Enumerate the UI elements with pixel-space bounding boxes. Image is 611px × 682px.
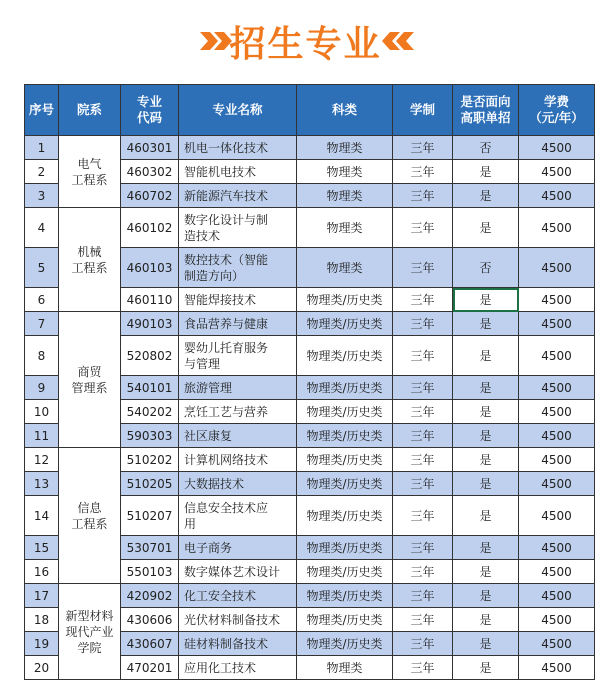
- cell-major-name: [179, 248, 297, 288]
- cell-years: 三年: [393, 184, 453, 208]
- cell-direct: 否: [453, 136, 519, 160]
- cell-code: 460702: [121, 184, 179, 208]
- cell-years: 三年: [393, 336, 453, 376]
- major-name-line: 化工安全技术: [184, 588, 257, 603]
- cell-fee: 4500: [519, 288, 595, 312]
- cell-department: [59, 448, 121, 584]
- cell-category: 物理类/历史类: [297, 288, 393, 312]
- cell-code: 540101: [121, 376, 179, 400]
- cell-code: 510202: [121, 448, 179, 472]
- major-name-line: 硅材料制备技术: [184, 636, 269, 651]
- cell-major-name: [179, 656, 297, 680]
- cell-code: 460103: [121, 248, 179, 288]
- table-row: [25, 208, 595, 248]
- cell-fee: 4500: [519, 160, 595, 184]
- cell-years: 三年: [393, 248, 453, 288]
- cell-major-name: [179, 584, 297, 608]
- header-fee: 学费 （元/年）: [519, 85, 595, 136]
- cell-fee: 4500: [519, 184, 595, 208]
- cell-fee: 4500: [519, 336, 595, 376]
- cell-major-name: [179, 288, 297, 312]
- cell-category: 物理类/历史类: [297, 472, 393, 496]
- department-name-line: 现代产业: [65, 624, 114, 639]
- cell-code: 490103: [121, 312, 179, 336]
- cell-code: 540202: [121, 400, 179, 424]
- cell-fee: 4500: [519, 424, 595, 448]
- cell-fee: 4500: [519, 656, 595, 680]
- cell-fee: 4500: [519, 208, 595, 248]
- cell-department: [59, 136, 121, 208]
- cell-code: 510205: [121, 472, 179, 496]
- header-direct: 是否面向 高职单招: [453, 85, 519, 136]
- department-name-line: 商贸: [77, 364, 102, 379]
- cell-code: 460301: [121, 136, 179, 160]
- cell-no: 17: [25, 584, 59, 608]
- cell-category: 物理类: [297, 160, 393, 184]
- cell-direct: 是: [453, 208, 519, 248]
- major-name-line: 旅游管理: [184, 380, 233, 395]
- cell-direct: 是: [453, 608, 519, 632]
- cell-major-name: [179, 208, 297, 248]
- major-name-line: 大数据技术: [184, 476, 245, 491]
- major-name-line: 电子商务: [184, 540, 233, 555]
- cell-direct: 是: [453, 536, 519, 560]
- major-name-line: 烹饪工艺与营养: [184, 404, 269, 419]
- cell-no: 11: [25, 424, 59, 448]
- cell-department: [59, 584, 121, 680]
- cell-category: 物理类/历史类: [297, 376, 393, 400]
- cell-fee: 4500: [519, 584, 595, 608]
- cell-fee: 4500: [519, 400, 595, 424]
- cell-category: 物理类/历史类: [297, 400, 393, 424]
- department-name-line: 电气: [77, 156, 102, 171]
- cell-no: 5: [25, 248, 59, 288]
- department-name-line: 信息: [77, 500, 102, 515]
- cell-fee: 4500: [519, 312, 595, 336]
- major-name-line: 光伏材料制备技术: [184, 612, 281, 627]
- cell-category: 物理类/历史类: [297, 312, 393, 336]
- cell-direct: 是: [453, 160, 519, 184]
- cell-code: 460102: [121, 208, 179, 248]
- cell-years: 三年: [393, 448, 453, 472]
- cell-major-name: [179, 336, 297, 376]
- cell-fee: 4500: [519, 632, 595, 656]
- cell-years: 三年: [393, 472, 453, 496]
- cell-category: 物理类/历史类: [297, 536, 393, 560]
- major-name-line: 数字媒体艺术设计: [184, 564, 281, 579]
- major-name-line: 信息安全技术应: [184, 500, 269, 515]
- page-title: 招生专业: [229, 24, 382, 65]
- cell-no: 10: [25, 400, 59, 424]
- cell-category: 物理类/历史类: [297, 584, 393, 608]
- cell-no: 16: [25, 560, 59, 584]
- department-name-line: 工程系: [71, 260, 108, 275]
- header-department: 院系: [59, 85, 121, 136]
- cell-no: 6: [25, 288, 59, 312]
- cell-direct: 否: [453, 248, 519, 288]
- cell-years: 三年: [393, 160, 453, 184]
- department-name-line: 工程系: [71, 172, 108, 187]
- cell-major-name: [179, 312, 297, 336]
- cell-category: 物理类/历史类: [297, 448, 393, 472]
- cell-department: [59, 208, 121, 312]
- cell-years: 三年: [393, 424, 453, 448]
- cell-fee: 4500: [519, 376, 595, 400]
- major-name-line: 制造方向）: [184, 268, 245, 283]
- cell-category: 物理类/历史类: [297, 632, 393, 656]
- title-banner: [0, 10, 611, 70]
- cell-no: 4: [25, 208, 59, 248]
- cell-major-name: [179, 448, 297, 472]
- cell-years: 三年: [393, 400, 453, 424]
- major-name-line: 与管理: [184, 356, 221, 371]
- cell-no: 18: [25, 608, 59, 632]
- cell-years: 三年: [393, 136, 453, 160]
- cell-category: 物理类: [297, 136, 393, 160]
- cell-category: 物理类/历史类: [297, 608, 393, 632]
- cell-years: 三年: [393, 656, 453, 680]
- cell-category: 物理类: [297, 184, 393, 208]
- cell-major-name: [179, 496, 297, 536]
- cell-major-name: [179, 376, 297, 400]
- major-name-line: 用: [184, 516, 197, 531]
- cell-category: 物理类: [297, 656, 393, 680]
- header-name: 专业名称: [179, 85, 297, 136]
- cell-code: 590303: [121, 424, 179, 448]
- cell-direct: 是: [453, 376, 519, 400]
- cell-fee: 4500: [519, 136, 595, 160]
- cell-no: 15: [25, 536, 59, 560]
- cell-no: 8: [25, 336, 59, 376]
- major-name-line: 应用化工技术: [184, 660, 257, 675]
- header-category: 科类: [297, 85, 393, 136]
- cell-years: 三年: [393, 288, 453, 312]
- cell-no: 1: [25, 136, 59, 160]
- cell-major-name: [179, 608, 297, 632]
- cell-major-name: [179, 560, 297, 584]
- majors-table: [24, 84, 595, 680]
- cell-fee: 4500: [519, 496, 595, 536]
- cell-no: 7: [25, 312, 59, 336]
- cell-code: 420902: [121, 584, 179, 608]
- cell-fee: 4500: [519, 248, 595, 288]
- cell-no: 13: [25, 472, 59, 496]
- cell-direct: 是: [453, 584, 519, 608]
- department-name-line: 学院: [77, 640, 102, 655]
- cell-no: 3: [25, 184, 59, 208]
- cell-category: 物理类/历史类: [297, 560, 393, 584]
- cell-code: 520802: [121, 336, 179, 376]
- cell-direct[interactable]: 是: [453, 288, 519, 312]
- right-chevron-icon: [382, 32, 414, 50]
- major-name-line: 造技术: [184, 228, 221, 243]
- cell-code: 460110: [121, 288, 179, 312]
- department-name-line: 机械: [77, 244, 102, 259]
- table-header-row: [25, 85, 595, 136]
- cell-code: 510207: [121, 496, 179, 536]
- cell-years: 三年: [393, 496, 453, 536]
- cell-years: 三年: [393, 560, 453, 584]
- major-name-line: 数控技术（智能: [184, 252, 269, 267]
- department-name-line: 工程系: [71, 516, 108, 531]
- cell-major-name: [179, 472, 297, 496]
- cell-code: 460302: [121, 160, 179, 184]
- cell-direct: 是: [453, 184, 519, 208]
- cell-direct: 是: [453, 472, 519, 496]
- header-code: 专业 代码: [121, 85, 179, 136]
- cell-category: 物理类/历史类: [297, 336, 393, 376]
- cell-years: 三年: [393, 208, 453, 248]
- cell-direct: 是: [453, 656, 519, 680]
- cell-major-name: [179, 160, 297, 184]
- cell-code: 470201: [121, 656, 179, 680]
- cell-no: 2: [25, 160, 59, 184]
- table-row: [25, 448, 595, 472]
- cell-fee: 4500: [519, 448, 595, 472]
- table-row: [25, 584, 595, 608]
- header-no: 序号: [25, 85, 59, 136]
- major-name-line: 智能机电技术: [184, 164, 257, 179]
- header-years: 学制: [393, 85, 453, 136]
- cell-fee: 4500: [519, 560, 595, 584]
- cell-no: 19: [25, 632, 59, 656]
- cell-years: 三年: [393, 376, 453, 400]
- cell-department: [59, 312, 121, 448]
- major-name-line: 数字化设计与制: [184, 212, 269, 227]
- department-name-line: 管理系: [71, 380, 108, 395]
- cell-years: 三年: [393, 608, 453, 632]
- cell-code: 530701: [121, 536, 179, 560]
- cell-category: 物理类: [297, 208, 393, 248]
- cell-fee: 4500: [519, 472, 595, 496]
- cell-direct: 是: [453, 336, 519, 376]
- major-name-line: 新能源汽车技术: [184, 188, 269, 203]
- cell-years: 三年: [393, 584, 453, 608]
- table-row: [25, 136, 595, 160]
- cell-major-name: [179, 184, 297, 208]
- cell-category: 物理类/历史类: [297, 496, 393, 536]
- cell-no: 12: [25, 448, 59, 472]
- cell-years: 三年: [393, 632, 453, 656]
- cell-fee: 4500: [519, 536, 595, 560]
- cell-major-name: [179, 424, 297, 448]
- cell-code: 550103: [121, 560, 179, 584]
- cell-direct: 是: [453, 448, 519, 472]
- cell-code: 430607: [121, 632, 179, 656]
- major-name-line: 婴幼儿托育服务: [184, 340, 269, 355]
- cell-no: 20: [25, 656, 59, 680]
- cell-major-name: [179, 136, 297, 160]
- department-name-line: 新型材料: [65, 608, 114, 623]
- major-name-line: 社区康复: [184, 428, 233, 443]
- major-name-line: 计算机网络技术: [184, 452, 269, 467]
- major-name-line: 机电一体化技术: [184, 140, 269, 155]
- cell-direct: 是: [453, 400, 519, 424]
- cell-years: 三年: [393, 536, 453, 560]
- cell-major-name: [179, 400, 297, 424]
- cell-major-name: [179, 536, 297, 560]
- cell-category: 物理类: [297, 248, 393, 288]
- cell-fee: 4500: [519, 608, 595, 632]
- cell-direct: 是: [453, 312, 519, 336]
- cell-no: 14: [25, 496, 59, 536]
- cell-years: 三年: [393, 312, 453, 336]
- cell-direct: 是: [453, 632, 519, 656]
- cell-major-name: [179, 632, 297, 656]
- major-name-line: 食品营养与健康: [184, 316, 269, 331]
- cell-code: 430606: [121, 608, 179, 632]
- cell-category: 物理类/历史类: [297, 424, 393, 448]
- cell-direct: 是: [453, 560, 519, 584]
- cell-direct: 是: [453, 496, 519, 536]
- table-row: [25, 312, 595, 336]
- cell-direct: 是: [453, 424, 519, 448]
- cell-no: 9: [25, 376, 59, 400]
- major-name-line: 智能焊接技术: [184, 292, 257, 307]
